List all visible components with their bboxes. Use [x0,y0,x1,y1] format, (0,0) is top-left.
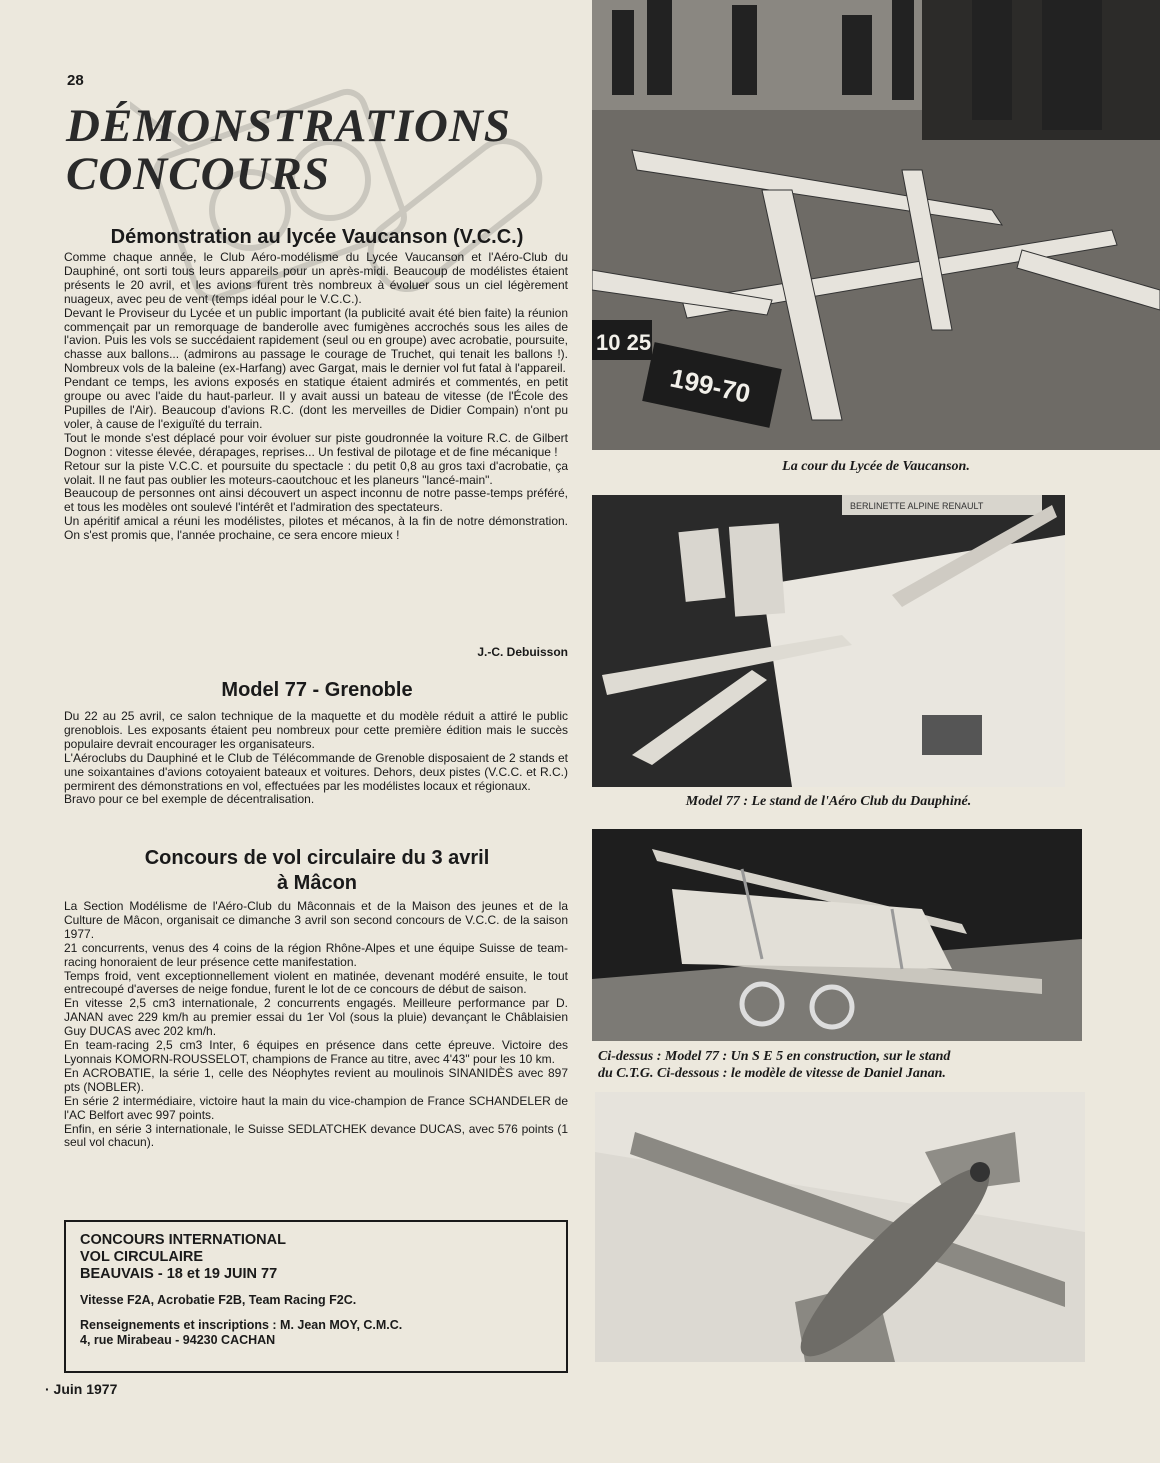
article2-paragraph: Bravo pour ce bel exemple de décentralisation. [64,792,315,807]
announcement-line1: CONCOURS INTERNATIONAL [80,1232,286,1248]
photo-stand [592,495,1065,787]
article3-heading [62,846,572,896]
article3-paragraph: En ACROBATIE, la série 1, celle des Néophytes revient au moulinois SINANIDÈS avec 897 pts (NOBLER). [64,1065,568,1094]
photo-biplane [592,829,1082,1041]
announcement-contact-line2: 4, rue Mirabeau - 94230 CACHAN [80,1333,276,1347]
caption-courtyard: La cour du Lycée de Vaucanson. [782,459,970,474]
announcement-line2: VOL CIRCULAIRE [80,1249,203,1265]
article1-paragraph: Tout le monde s'est déplacé pour voir évoluer sur piste goudronnée la voiture R.C. de Gilbert Dognon : vitesse élevée, dérapages, reprises... Un festival de pilotage et de fine mécanique ! [64,430,568,459]
page-footer: · Juin 1977 [45,1381,118,1397]
photo-stand-image [592,495,1065,787]
article1-paragraph: Retour sur la piste V.C.C. et poursuite du spectacle : du petit 0,8 au gros taxi d'acrobatie, ça volait. Il ne faut pas oublier les moteurs-caoutchouc et les planeurs "lancé-main". [64,458,568,487]
article3-heading-line2: à Mâcon [276,872,358,894]
article1-paragraph: Comme chaque année, le Club Aéro-modélisme du Lycée Vaucanson et l'Aéro-Club du Dauphiné, ont sorti tous leurs appareils pour un après-midi. Beaucoup de modélistes étaient présents le 20 avril, et les avions furent très nombreux à évoluer sous un ciel légèrement nuageux, avec peu de vent (temps idéal pour le V.C.C.). [64,250,568,306]
photo-speed-model-image [595,1092,1085,1362]
article3-paragraph: 21 concurrents, venus des 4 coins de la région Rhône-Alpes et une équipe Suisse de team-racing honoraient de leur présence cette manifestation. [64,940,568,969]
photo-courtyard-image [592,0,1160,450]
caption-biplane-line2: du C.T.G. Ci-dessous : le modèle de vitesse de Daniel Janan. [598,1066,946,1081]
article3-body [64,900,568,1150]
article2-body [64,710,568,807]
article1-paragraph: Un apéritif amical a réuni les modélistes, pilotes et mécanos, à la fin de notre démonstration. On s'est promis que, l'année prochaine, ce sera encore mieux ! [64,514,568,543]
photo-courtyard [592,0,1160,450]
article2-paragraph: Du 22 au 25 avril, ce salon technique de la maquette et du modèle réduit a attiré le public grenoblois. Les exposants étaient peu nombreux pour cette première édition mais le succès populaire devrait encourager les organisateurs. [64,709,568,751]
article1-paragraph: Devant le Proviseur du Lycée et un public important (la publicité avait été bien faite) la réunion commençait par un remorquage de banderolle avec fumigènes accrochés sous les ailes de l'avion. Puis les vols se succédaient rapidement (seul ou en groupe) avec acrobatie, poursuite, chasse aux ballons... (admirons au passage le courage de Truchet, qui tenait les ballons !). Nombreux vols de la baleine (ex-Harfang) avec Gargat, mais le dernier vol fut fatal à l'appareil. [64,305,568,376]
photo-speed-model [595,1092,1085,1362]
announcement-line3: BEAUVAIS - 18 et 19 JUIN 77 [80,1266,278,1282]
article1-paragraph: Beaucoup de personnes ont ainsi découvert un aspect inconnu de notre passe-temps préféré, et tous les modèles ont soulevé l'intérêt et l'admiration des spectateurs. [64,486,568,515]
announcement-classes: Vitesse F2A, Acrobatie F2B, Team Racing F2C. [80,1293,357,1307]
photo-biplane-image [592,829,1082,1041]
announcement-contact [80,1318,552,1348]
photo-stand-sign-banner: BERLINETTE ALPINE RENAULT [850,501,984,511]
article1-signature: J.-C. Debuisson [477,645,568,659]
article3-paragraph: En vitesse 2,5 cm3 internationale, 2 concurrents engagés. Meilleure performance par D. JANAN avec 229 km/h au premier essai du 1er Vol (sous la pluie) devançant le Châblaisien Guy DUCAS avec 202 km/h. [64,996,568,1039]
page-title-line1: DÉMONSTRATIONS [66,100,511,152]
announcement-contact-line1: Renseignements et inscriptions : M. Jean MOY, C.M.C. [80,1318,403,1332]
article1-paragraph: Pendant ce temps, les avions exposés en statique étaient admirés et commentés, en petit groupe ou avec l'aide du haut-parleur. Il y avait aussi un bateau de vitesse (de l'École des Pupilles de l'Air). Beaucoup d'avions R.C. (dont les merveilles de Didier Compain) n'ont pu voler, à cause de l'exiguïté du terrain. [64,375,568,431]
announcement-box [64,1220,568,1373]
article3-paragraph: En team-racing 2,5 cm3 Inter, 6 équipes en présence dans cette épreuve. Victoire des Lyonnais KOMORN-ROUSSELOT, champions de France au titre, avec 4'43" pour les 10 km. [64,1038,568,1066]
caption-biplane [598,1048,1088,1082]
article1-heading: Démonstration au lycée Vaucanson (V.C.C.) [110,226,524,248]
article3-paragraph: Enfin, en série 3 internationale, le Suisse SEDLATCHEK devance DUCAS, avec 576 points (1 seul vol chacun). [64,1121,568,1150]
page-number: 28 [67,72,84,89]
photo-courtyard-plane-label1: 199-70 [667,362,754,409]
photo-courtyard-plane-label2: 10 25 [596,330,652,355]
article1-body [64,251,568,543]
article2-heading: Model 77 - Grenoble [221,679,413,701]
caption-stand: Model 77 : Le stand de l'Aéro Club du Dauphiné. [685,794,972,809]
article3-heading-line1: Concours de vol circulaire du 3 avril [144,847,490,869]
article2-paragraph: L'Aéroclubs du Dauphiné et le Club de Télécommande de Grenoble disposaient de 2 stands et une soixantaines d'avions cotoyaient bateaux et voitures. Dehors, deux pistes (V.C.C. et R.C.) permirent des démonstrations en vol, effectuées par les modélistes locaux et régionaux. [64,750,568,793]
caption-biplane-line1: Ci-dessus : Model 77 : Un S E 5 en construction, sur le stand [598,1049,951,1064]
article3-paragraph: En série 2 intermédiaire, victoire haut la main du vice-champion de France SCHANDELER de l'AC Belfort avec 997 points. [64,1093,568,1122]
page-title-line2: CONCOURS [66,148,330,200]
article3-paragraph: La Section Modélisme de l'Aéro-Club du Mâconnais et de la Maison des jeunes et de la Culture de Mâcon, organisait ce dimanche 3 avril son second concours de V.C.C. de la saison 1977. [64,899,568,941]
article3-paragraph: Temps froid, vent exceptionnellement violent en matinée, devenant modéré ensuite, le tout entrecoupé d'averses de neige fondue, furent le lot de ce concours de début de saison. [64,968,568,997]
